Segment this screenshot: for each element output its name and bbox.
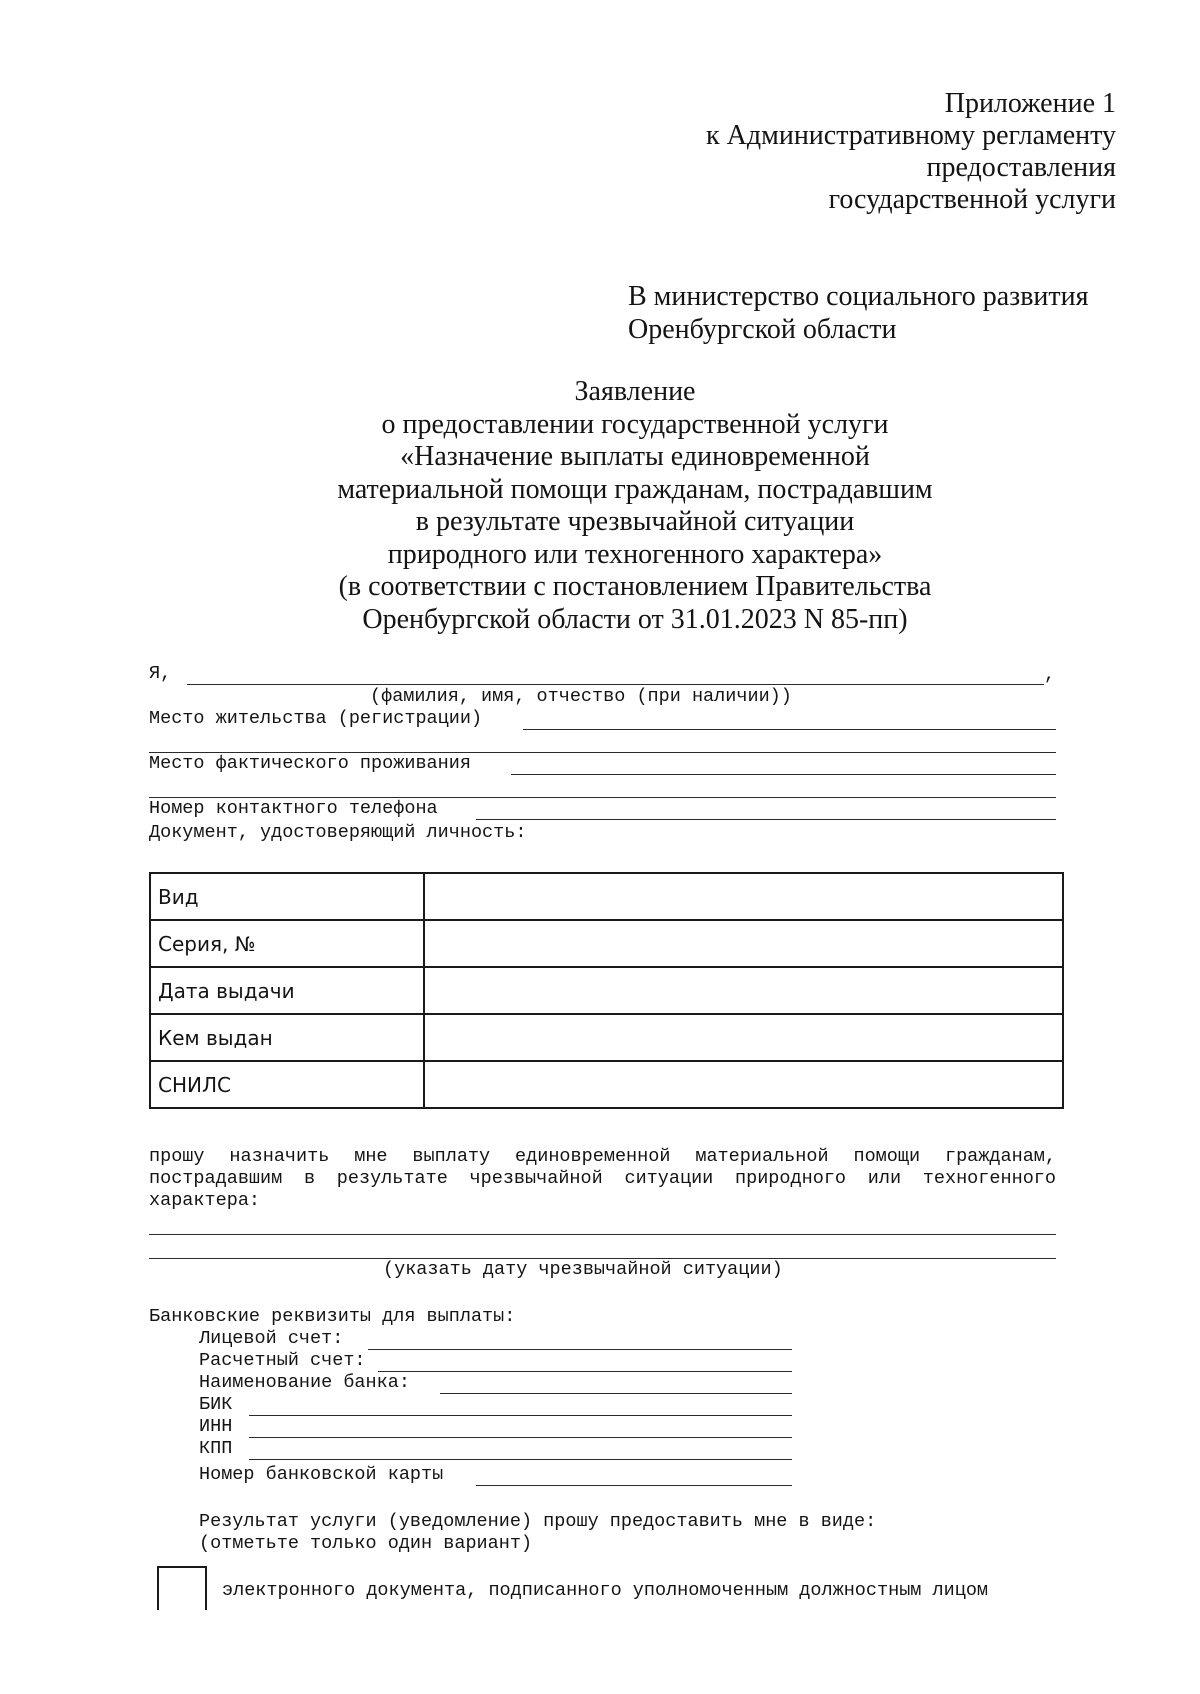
inn-label: ИНН bbox=[199, 1416, 233, 1437]
id-series-number-field[interactable] bbox=[424, 920, 1063, 967]
title-line: Оренбургской области от 31.01.2023 N 85-пп) bbox=[362, 603, 908, 635]
result-format-hint: (отметьте только один вариант) bbox=[199, 1533, 533, 1554]
residence-field[interactable] bbox=[523, 729, 1056, 730]
title-line: природного или техногенного характера» bbox=[387, 538, 883, 570]
electronic-document-option-label: электронного документа, подписанного уполномоченным должностным лицом bbox=[222, 1580, 989, 1601]
applicant-suffix: , bbox=[1044, 664, 1056, 685]
request-text: прошу назначить мне выплату единовременной материальной помощи гражданам, пострадавшим в результате чрезвычайной ситуации природного или техногенного характера: bbox=[149, 1146, 1056, 1211]
appendix-header bbox=[706, 88, 1116, 216]
applicant-prefix: Я, bbox=[149, 663, 172, 684]
table-row bbox=[150, 873, 1063, 920]
table-row bbox=[150, 920, 1063, 967]
id-document-table bbox=[149, 872, 1064, 1109]
snils-field[interactable] bbox=[424, 1061, 1063, 1108]
title-line: Заявление bbox=[574, 376, 696, 407]
kpp-field[interactable] bbox=[249, 1459, 792, 1460]
full-name-field[interactable] bbox=[187, 684, 1044, 685]
phone-field[interactable] bbox=[476, 819, 1056, 820]
bank-name-field[interactable] bbox=[440, 1393, 792, 1394]
title-line: «Назначение выплаты единовременной bbox=[400, 441, 870, 472]
settlement-account-label: Расчетный счет: bbox=[199, 1350, 366, 1371]
settlement-account-field[interactable] bbox=[378, 1371, 792, 1372]
application-title bbox=[0, 376, 1200, 636]
id-document-label: Документ, удостоверяющий личность: bbox=[149, 822, 527, 843]
title-line: в результате чрезвычайной ситуации bbox=[415, 506, 855, 537]
actual-residence-field[interactable] bbox=[511, 774, 1056, 775]
id-issued-by-label: Кем выдан bbox=[150, 1014, 424, 1061]
title-line: (в соответствии с постановлением Правительства bbox=[338, 571, 932, 602]
appendix-line: предоставления bbox=[926, 152, 1116, 183]
personal-account-field[interactable] bbox=[368, 1349, 792, 1350]
bik-field[interactable] bbox=[249, 1415, 792, 1416]
bank-card-label: Номер банковской карты bbox=[199, 1464, 444, 1485]
inn-field[interactable] bbox=[249, 1437, 792, 1438]
residence-label: Место жительства (регистрации) bbox=[149, 708, 483, 729]
appendix-line: государственной услуги bbox=[828, 184, 1116, 215]
table-row bbox=[150, 1014, 1063, 1061]
bank-name-label: Наименование банка: bbox=[199, 1372, 410, 1393]
full-name-caption: (фамилия, имя, отчество (при наличии)) bbox=[370, 686, 792, 707]
appendix-line: Приложение 1 bbox=[944, 88, 1116, 119]
id-type-label: Вид bbox=[150, 873, 424, 920]
table-row bbox=[150, 1061, 1063, 1108]
table-row bbox=[150, 967, 1063, 1014]
appendix-line: к Административному регламенту bbox=[706, 120, 1116, 151]
id-issue-date-field[interactable] bbox=[424, 967, 1063, 1014]
personal-account-label: Лицевой счет: bbox=[199, 1328, 344, 1349]
id-issued-by-field[interactable] bbox=[424, 1014, 1063, 1061]
id-issue-date-label: Дата выдачи bbox=[150, 967, 424, 1014]
title-line: о предоставлении государственной услуги bbox=[381, 408, 889, 440]
bik-label: БИК bbox=[199, 1394, 233, 1415]
phone-label: Номер контактного телефона bbox=[149, 798, 438, 819]
bank-details-title: Банковские реквизиты для выплаты: bbox=[149, 1306, 516, 1327]
addressee bbox=[628, 280, 1089, 346]
kpp-label: КПП bbox=[199, 1438, 233, 1459]
addressee-line: В министерство социального развития bbox=[628, 281, 1089, 312]
actual-residence-label: Место фактического проживания bbox=[149, 753, 471, 774]
electronic-document-checkbox[interactable] bbox=[157, 1566, 207, 1610]
emergency-date-caption: (указать дату чрезвычайной ситуации) bbox=[383, 1259, 783, 1280]
snils-label: СНИЛС bbox=[150, 1061, 424, 1108]
id-series-number-label: Серия, № bbox=[150, 920, 424, 967]
bank-card-field[interactable] bbox=[476, 1485, 792, 1486]
id-type-field[interactable] bbox=[424, 873, 1063, 920]
result-format-label: Результат услуги (уведомление) прошу предоставить мне в виде: bbox=[199, 1511, 877, 1532]
title-line: материальной помощи гражданам, пострадавшим bbox=[337, 473, 933, 505]
addressee-line: Оренбургской области bbox=[628, 314, 897, 345]
emergency-date-field[interactable] bbox=[149, 1234, 1056, 1235]
